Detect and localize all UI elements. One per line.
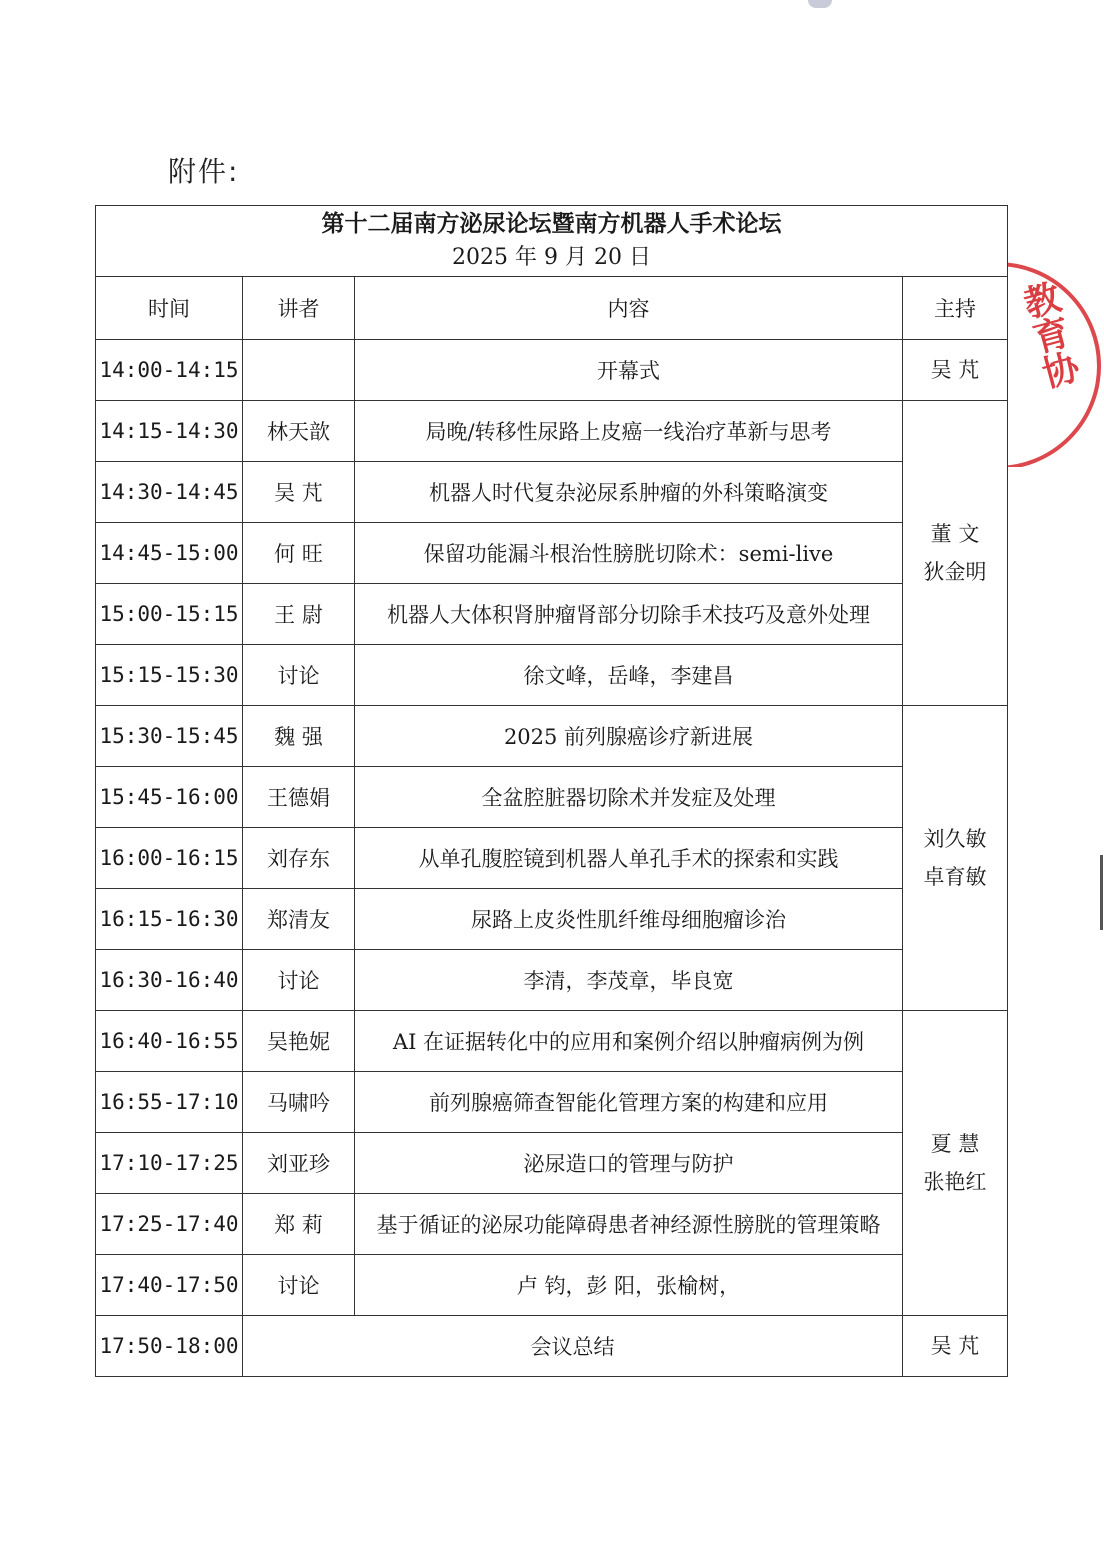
- time-cell: 17:40-17:50: [96, 1255, 243, 1316]
- table-row: [96, 828, 1008, 889]
- speaker-cell: 王 尉: [243, 584, 355, 645]
- time-cell: 16:55-17:10: [96, 1072, 243, 1133]
- time-cell: 16:40-16:55: [96, 1011, 243, 1072]
- table-row: [96, 523, 1008, 584]
- header-content: 内容: [355, 277, 903, 340]
- content-cell: 局晚/转移性尿路上皮癌一线治疗革新与思考: [355, 401, 903, 462]
- opening-row: [96, 340, 1008, 401]
- host-name: 狄金明: [923, 560, 987, 584]
- content-cell: 保留功能漏斗根治性膀胱切除术：semi-live: [355, 523, 903, 584]
- speaker-cell: 魏 强: [243, 706, 355, 767]
- table-row: [96, 1194, 1008, 1255]
- time-cell: 14:45-15:00: [96, 523, 243, 584]
- closing-row: [96, 1316, 1008, 1377]
- host-cell: 吴 芃: [903, 340, 1008, 401]
- table-row: [96, 1255, 1008, 1316]
- time-cell: 15:15-15:30: [96, 645, 243, 706]
- time-cell: 16:15-16:30: [96, 889, 243, 950]
- content-cell: 从单孔腹腔镜到机器人单孔手术的探索和实践: [355, 828, 903, 889]
- content-cell: 会议总结: [243, 1316, 903, 1377]
- header-speaker: 讲者: [243, 277, 355, 340]
- content-cell: 开幕式: [355, 340, 903, 401]
- host-cell: 吴 芃: [903, 1316, 1008, 1377]
- host-name: 刘久敏: [923, 827, 987, 851]
- time-cell: 14:00-14:15: [96, 340, 243, 401]
- content-cell: 2025 前列腺癌诊疗新进展: [355, 706, 903, 767]
- host-cell-session-3: [903, 1011, 1008, 1316]
- table-row: [96, 1011, 1008, 1072]
- time-cell: 17:25-17:40: [96, 1194, 243, 1255]
- table-row: [96, 706, 1008, 767]
- speaker-cell: 讨论: [243, 1255, 355, 1316]
- time-cell: 14:30-14:45: [96, 462, 243, 523]
- time-cell: 15:45-16:00: [96, 767, 243, 828]
- host-name: 董 文: [930, 522, 980, 546]
- content-cell: AI 在证据转化中的应用和案例介绍以肿瘤病例为例: [355, 1011, 903, 1072]
- table-row: [96, 889, 1008, 950]
- scan-edge-mark: [1100, 855, 1103, 930]
- time-cell: 15:30-15:45: [96, 706, 243, 767]
- content-cell: 李清，李茂章，毕良宽: [355, 950, 903, 1011]
- time-cell: 15:00-15:15: [96, 584, 243, 645]
- content-cell: 前列腺癌筛查智能化管理方案的构建和应用: [355, 1072, 903, 1133]
- table-row: [96, 401, 1008, 462]
- header-row: [96, 277, 1008, 340]
- host-name: 张艳红: [923, 1170, 987, 1194]
- forum-title: 第十二届南方泌尿论坛暨南方机器人手术论坛: [321, 211, 782, 237]
- speaker-cell: 何 旺: [243, 523, 355, 584]
- red-seal-stamp: [1008, 262, 1104, 467]
- table-row: [96, 584, 1008, 645]
- speaker-cell: 刘亚珍: [243, 1133, 355, 1194]
- content-cell: 全盆腔脏器切除术并发症及处理: [355, 767, 903, 828]
- host-name: 卓育敏: [923, 865, 987, 889]
- speaker-cell: 吴艳妮: [243, 1011, 355, 1072]
- content-cell: 卢 钧，彭 阳，张榆树，: [355, 1255, 903, 1316]
- content-cell: 泌尿造口的管理与防护: [355, 1133, 903, 1194]
- host-cell-session-2: [903, 706, 1008, 1011]
- content-cell: 尿路上皮炎性肌纤维母细胞瘤诊治: [355, 889, 903, 950]
- speaker-cell: [243, 340, 355, 401]
- time-cell: 17:50-18:00: [96, 1316, 243, 1377]
- title-cell: [96, 206, 1008, 277]
- content-cell: 徐文峰，岳峰，李建昌: [355, 645, 903, 706]
- time-cell: 14:15-14:30: [96, 401, 243, 462]
- speaker-cell: 吴 芃: [243, 462, 355, 523]
- content-cell: 基于循证的泌尿功能障碍患者神经源性膀胱的管理策略: [355, 1194, 903, 1255]
- title-row: [96, 206, 1008, 277]
- speaker-cell: 郑清友: [243, 889, 355, 950]
- time-cell: 16:00-16:15: [96, 828, 243, 889]
- speaker-cell: 刘存东: [243, 828, 355, 889]
- table-row: [96, 767, 1008, 828]
- speaker-cell: 王德娟: [243, 767, 355, 828]
- speaker-cell: 马啸吟: [243, 1072, 355, 1133]
- forum-date: 2025 年 9 月 20 日: [452, 245, 651, 270]
- table-row: [96, 645, 1008, 706]
- header-host: 主持: [903, 277, 1008, 340]
- time-cell: 17:10-17:25: [96, 1133, 243, 1194]
- seal-text: 教育协: [1014, 277, 1083, 393]
- time-cell: 16:30-16:40: [96, 950, 243, 1011]
- speaker-cell: 讨论: [243, 950, 355, 1011]
- attachment-label: 附件:: [168, 155, 240, 188]
- table-row: [96, 1072, 1008, 1133]
- header-time: 时间: [96, 277, 243, 340]
- host-name: 夏 慧: [930, 1132, 980, 1156]
- content-cell: 机器人时代复杂泌尿系肿瘤的外科策略演变: [355, 462, 903, 523]
- speaker-cell: 讨论: [243, 645, 355, 706]
- schedule-table: [95, 205, 1008, 1377]
- speaker-cell: 林天歆: [243, 401, 355, 462]
- table-row: [96, 462, 1008, 523]
- content-cell: 机器人大体积肾肿瘤肾部分切除手术技巧及意外处理: [355, 584, 903, 645]
- table-row: [96, 1133, 1008, 1194]
- table-row: [96, 950, 1008, 1011]
- speaker-cell: 郑 莉: [243, 1194, 355, 1255]
- host-cell-session-1: [903, 401, 1008, 706]
- scan-artifact: [808, 0, 832, 8]
